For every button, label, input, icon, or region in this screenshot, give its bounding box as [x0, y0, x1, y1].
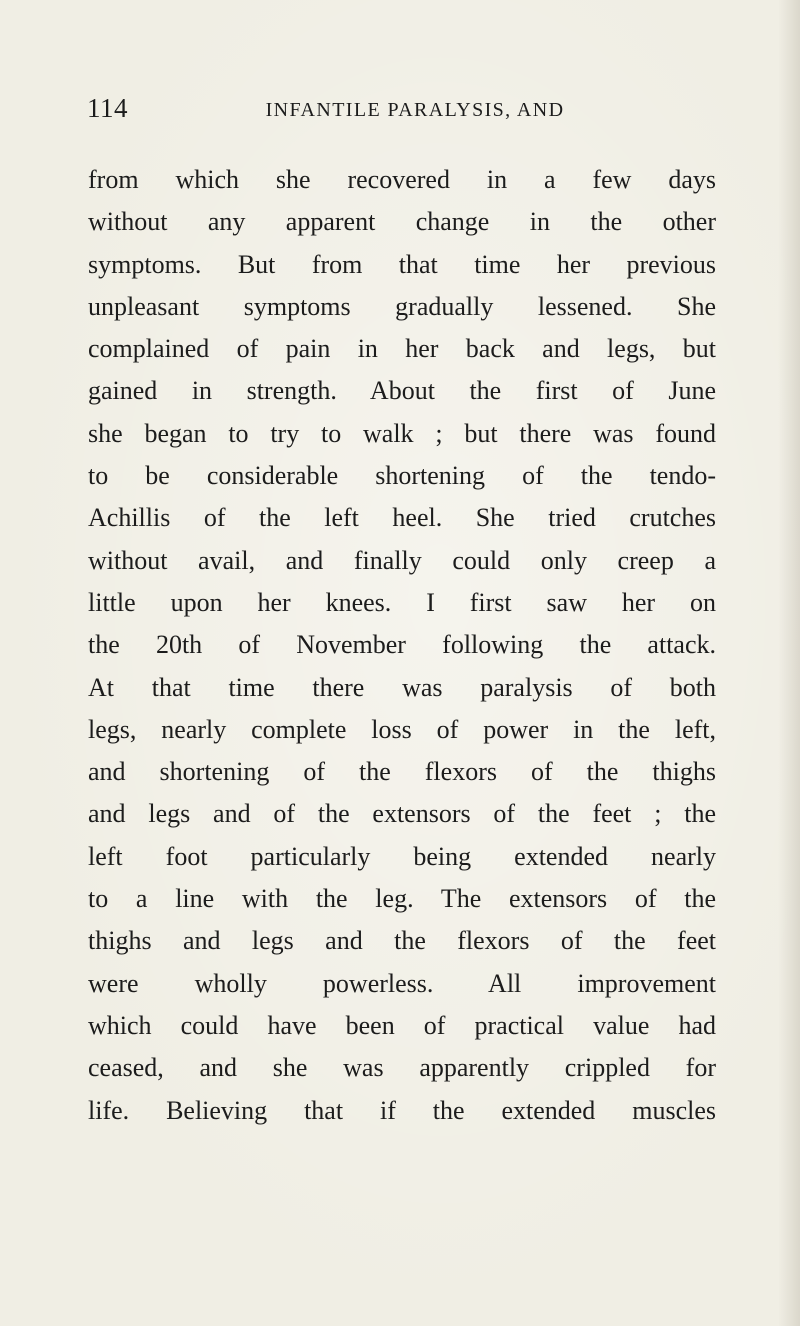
text-line: and shortening of the flexors of the thighs: [88, 757, 716, 787]
text-line: ceased, and she was apparently crippled for: [88, 1053, 716, 1083]
body-text: [88, 159, 716, 1132]
text-line: Achillis of the left heel. She tried crutches: [88, 503, 716, 533]
text-line: At that time there was paralysis of both: [88, 672, 716, 702]
text-line: she began to try to walk ; but there was found: [88, 418, 716, 448]
text-line: without avail, and finally could only creep a: [88, 545, 716, 575]
text-line: life. Believing that if the extended muscles: [88, 1095, 716, 1125]
text-line: gained in strength. About the first of June: [88, 376, 716, 406]
text-line: little upon her knees. I first saw her on: [88, 587, 716, 617]
text-line: were wholly powerless. All improvement: [88, 968, 716, 998]
page-number: 114: [87, 93, 128, 123]
text-line: which could have been of practical value had: [88, 1010, 716, 1040]
text-line: without any apparent change in the other: [88, 207, 716, 237]
page-header: [0, 92, 800, 126]
text-line: thighs and legs and the flexors of the feet: [88, 926, 716, 956]
text-line: symptoms. But from that time her previous: [88, 249, 716, 279]
text-line: unpleasant symptoms gradually lessened. She: [88, 291, 716, 321]
text-line: complained of pain in her back and legs, but: [88, 334, 716, 364]
running-head: INFANTILE PARALYSIS, AND: [265, 99, 565, 121]
text-line: the 20th of November following the attack.: [88, 630, 716, 660]
text-line: from which she recovered in a few days: [88, 165, 716, 194]
text-line: to be considerable shortening of the tendo-: [88, 461, 716, 491]
text-line: legs, nearly complete loss of power in the left,: [88, 714, 716, 744]
page-edge-shadow: [778, 0, 800, 1326]
text-line: to a line with the leg. The extensors of the: [88, 884, 716, 914]
text-line: and legs and of the extensors of the feet ; the: [88, 799, 716, 829]
text-line: left foot particularly being extended nearly: [88, 841, 716, 871]
